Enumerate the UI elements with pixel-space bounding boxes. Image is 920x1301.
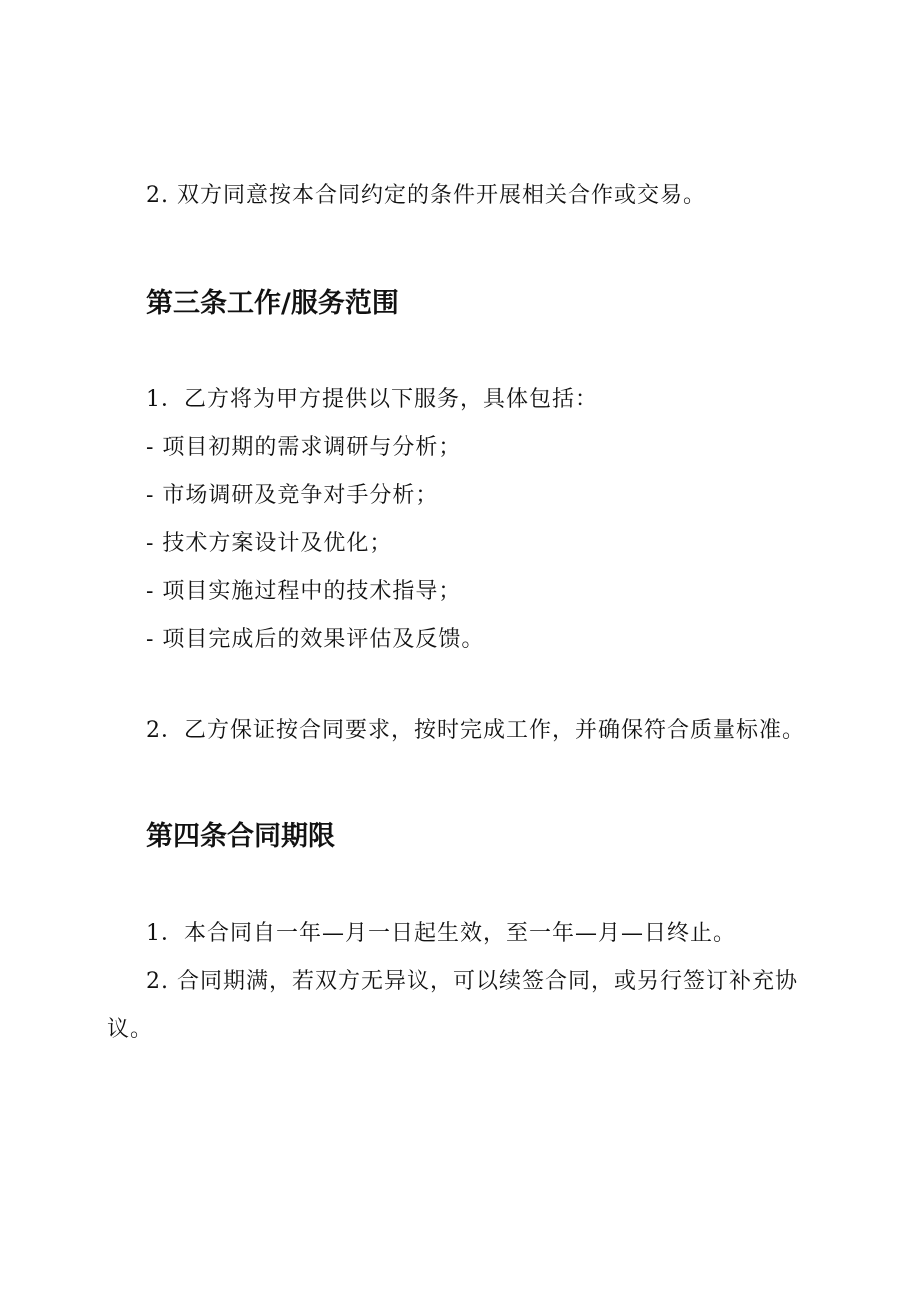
service-item: - 市场调研及竞争对手分析； xyxy=(146,483,439,508)
service-item: - 项目完成后的效果评估及反馈。 xyxy=(146,627,485,652)
article3-heading: 第三条工作/服务范围 xyxy=(146,288,399,319)
article4-clause1: 1．本合同自一年—月一日起生效，至一年—月—日终止。 xyxy=(146,921,736,946)
article4-clause2-line2: 议。 xyxy=(107,1017,154,1042)
article4-heading: 第四条合同期限 xyxy=(146,821,335,852)
article2-clause2: 2. 双方同意按本合同约定的条件开展相关合作或交易。 xyxy=(146,183,706,208)
service-item: - 项目初期的需求调研与分析； xyxy=(146,435,462,460)
article3-clause1-intro: 1．乙方将为甲方提供以下服务，具体包括： xyxy=(146,387,598,412)
article3-clause2: 2．乙方保证按合同要求，按时完成工作，并确保符合质量标准。 xyxy=(146,718,805,743)
article4-clause2-line1: 2. 合同期满，若双方无异议，可以续签合同，或另行签订补充协 xyxy=(146,969,798,994)
service-item: - 项目实施过程中的技术指导； xyxy=(146,579,462,604)
service-item: - 技术方案设计及优化； xyxy=(146,531,393,556)
